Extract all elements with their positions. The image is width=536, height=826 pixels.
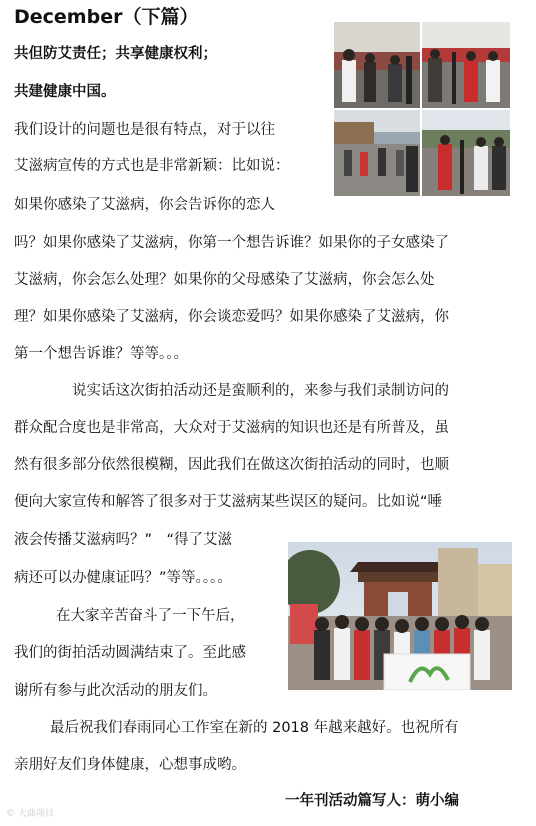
paragraph4-line: 最后祝我们春雨同心工作室在新的 2018 年越来越好。也祝所有 — [50, 720, 459, 736]
photo-group-archway — [288, 542, 512, 690]
page-title: December（下篇） — [14, 6, 199, 28]
paragraph2-line: 然有很多部分依然很模糊，因此我们在做这次街拍活动的同时，也顺 — [14, 457, 449, 473]
paragraph2-line: 群众配合度也是非常高，大众对于艾滋病的知识也还是有所普及，虽 — [14, 420, 449, 436]
paragraph2-line: 液会传播艾滋病吗？” “得了艾滋 — [14, 532, 233, 548]
paragraph1-line: 我们设计的问题也是很有特点，对于以往 — [14, 122, 275, 138]
photo-street-interview-3 — [334, 110, 420, 196]
slogan-line-2: 共建健康中国。 — [14, 84, 116, 100]
paragraph2-line: 便向大家宣传和解答了很多对于艾滋病某些误区的疑问。比如说“唾 — [14, 494, 443, 510]
slogan-line-1: 共但防艾责任；共享健康权利； — [14, 46, 217, 62]
photo-street-interview-1 — [334, 22, 420, 108]
paragraph4-line: 亲朋好友们身体健康，心想事成哟。 — [14, 757, 246, 773]
paragraph1-line: 第一个想告诉谁？等等。。。 — [14, 346, 188, 362]
photo-street-interview-2 — [422, 22, 510, 108]
paragraph2-line: 说实话这次街拍活动还是蛮顺利的，来参与我们录制访问的 — [72, 383, 449, 399]
paragraph1-line: 如果你感染了艾滋病，你会告诉你的恋人 — [14, 197, 275, 213]
watermark: © 大曲项目 — [6, 809, 54, 819]
paragraph2-line: 病还可以办健康证吗？”等等。。。。 — [14, 570, 232, 586]
photo-street-interview-4 — [422, 110, 510, 196]
paragraph1-line: 艾滋病宣传的方式也是非常新颖：比如说： — [14, 158, 290, 174]
paragraph1-line: 理？如果你感染了艾滋病，你会谈恋爱吗？如果你感染了艾滋病，你 — [14, 309, 449, 325]
paragraph1-line: 吗？如果你感染了艾滋病，你第一个想告诉谁？如果你的子女感染了 — [14, 235, 449, 251]
paragraph3-line: 在大家辛苦奋斗了一下午后， — [56, 608, 245, 624]
signature: 一年刊活动篇写人：萌小编 — [285, 793, 459, 809]
paragraph3-line: 谢所有参与此次活动的朋友们。 — [14, 683, 217, 699]
paragraph1-line: 艾滋病，你会怎么处理？如果你的父母感染了艾滋病，你会怎么处 — [14, 272, 435, 288]
paragraph3-line: 我们的街拍活动圆满结束了。至此感 — [14, 645, 246, 661]
